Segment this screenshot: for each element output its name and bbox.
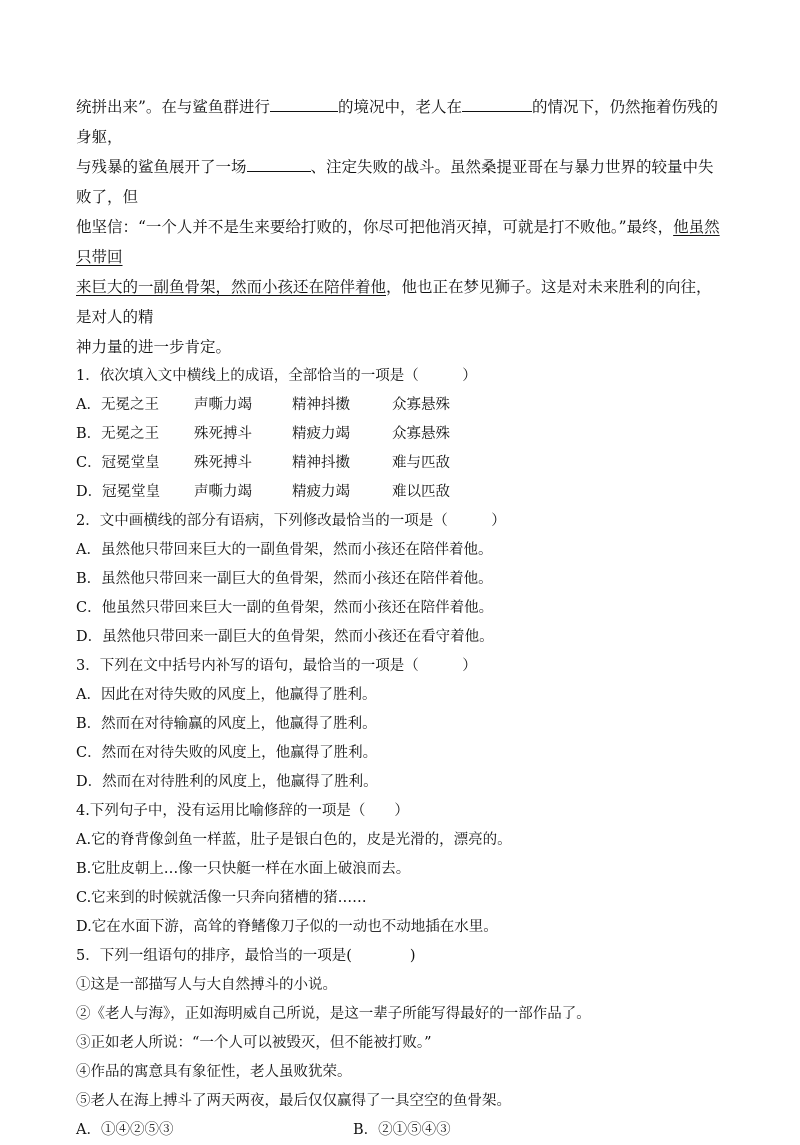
option: C．然而在对待失败的风度上，他赢得了胜利。 (76, 745, 378, 761)
passage-text: 的情况下，仍然拖着伤残的身躯， (76, 98, 718, 146)
passage-line-5: 神力量的进一步肯定。 (76, 338, 232, 356)
passage (76, 92, 724, 362)
option: D．虽然他只带回来一副巨大的鱼骨架，然而小孩还在看守着他。 (76, 629, 494, 645)
option: A.它的脊背像剑鱼一样蓝，肚子是银白色的，皮是光滑的，漂亮的。 (76, 832, 512, 848)
passage-text: 他坚信：“一个人并不是生来要给打败的，你尽可把他消灭掉，可就是打不败他。”最终， (76, 218, 674, 236)
option-row (76, 449, 736, 478)
sentence-item: ④作品的寓意具有象征性，老人虽败犹荣。 (76, 1064, 352, 1080)
passage-line-4 (76, 272, 724, 332)
blank-3 (247, 153, 311, 172)
option: D.它在水面下游，高耸的脊鳍像刀子似的一动也不动地插在水里。 (76, 919, 498, 935)
option-cell: 精疲力竭 (292, 484, 350, 500)
option-label: A．无冕之王 (76, 397, 159, 413)
passage-text: 统拼出来”。在与鲨鱼群进行 (76, 98, 270, 116)
passage-line-3 (76, 212, 724, 272)
option-row (76, 1116, 736, 1145)
option-cell: 声嘶力竭 (194, 484, 252, 500)
sentence-item: ⑤老人在海上搏斗了两天两夜，最后仅仅赢得了一具空空的鱼骨架。 (76, 1093, 511, 1109)
question-4 (76, 797, 736, 942)
blank-1 (270, 93, 338, 112)
option: A．虽然他只带回来巨大的一副鱼骨架，然而小孩还在陪伴着他。 (76, 542, 493, 558)
question-3 (76, 652, 736, 797)
option: B．②①⑤④③ (353, 1122, 451, 1138)
option-row (76, 420, 736, 449)
option-cell: 精神抖擞 (292, 397, 350, 413)
sentence-item: ②《老人与海》，正如海明威自己所说，是这一辈子所能写得最好的一部作品了。 (76, 1006, 591, 1022)
option-label: C．冠冕堂皇 (76, 455, 160, 471)
option: B．然而在对待输赢的风度上，他赢得了胜利。 (76, 716, 377, 732)
option: B.它肚皮朝上…像一只快艇一样在水面上破浪而去。 (76, 861, 411, 877)
option: C．他虽然只带回来巨大一副的鱼骨架，然而小孩还在陪伴着他。 (76, 600, 494, 616)
passage-text: ，他也正在梦见狮子。这是对未来胜利的向往，是对人的精 (76, 278, 712, 326)
question-stem: 3．下列在文中括号内补写的语句，最恰当的一项是（ ） (76, 658, 477, 674)
passage-line-1 (76, 92, 724, 152)
option-cell: 难与匹敌 (392, 455, 450, 471)
option-label: B．无冕之王 (76, 426, 160, 442)
passage-text: 的境况中，老人在 (337, 98, 462, 116)
sentence-item: ①这是一部描写人与大自然搏斗的小说。 (76, 977, 337, 993)
option-cell: 众寡悬殊 (392, 426, 450, 442)
option-cell: 众寡悬殊 (392, 397, 450, 413)
underlined-sentence: 他虽然只带回 (76, 218, 720, 266)
option-row (76, 391, 736, 420)
underlined-sentence: 来巨大的一副鱼骨架，然而小孩还在陪伴着他 (76, 278, 387, 296)
option-row (76, 478, 736, 507)
option: A．①④②⑤③ (76, 1122, 174, 1138)
question-stem: 5．下列一组语句的排序，最恰当的一项是( ) (76, 948, 416, 964)
passage-text: 与残暴的鲨鱼展开了一场 (76, 158, 247, 176)
option-cell: 殊死搏斗 (194, 426, 252, 442)
option: A．因此在对待失败的风度上，他赢得了胜利。 (76, 687, 377, 703)
option: D．然而在对待胜利的风度上，他赢得了胜利。 (76, 774, 378, 790)
option-cell: 难以匹敌 (392, 484, 450, 500)
option-cell: 声嘶力竭 (194, 397, 252, 413)
question-1 (76, 362, 736, 507)
passage-line-2 (76, 152, 724, 212)
question-2 (76, 507, 736, 652)
option-cell: 殊死搏斗 (194, 455, 252, 471)
sentence-item: ③正如老人所说：“一个人可以被毁灭，但不能被打败。” (76, 1035, 432, 1051)
passage-text: 、注定失败的战斗。虽然桑提亚哥在与暴力世界的较量中失败了，但 (76, 158, 714, 206)
question-stem: 2．文中画横线的部分有语病，下列修改最恰当的一项是（ ） (76, 513, 506, 529)
question-stem: 1．依次填入文中横线上的成语，全部恰当的一项是（ ） (76, 368, 477, 384)
question-stem: 4.下列句子中，没有运用比喻修辞的一项是（ ） (76, 803, 409, 819)
option-cell: 精神抖擞 (292, 455, 350, 471)
option-cell: 精疲力竭 (292, 426, 350, 442)
option: C.它来到的时候就活像一只奔向猪槽的猪…… (76, 890, 367, 906)
blank-2 (462, 93, 532, 112)
question-5 (76, 942, 736, 1145)
option-label: D．冠冕堂皇 (76, 484, 161, 500)
option: B．虽然他只带回来一副巨大的鱼骨架，然而小孩还在陪伴着他。 (76, 571, 493, 587)
